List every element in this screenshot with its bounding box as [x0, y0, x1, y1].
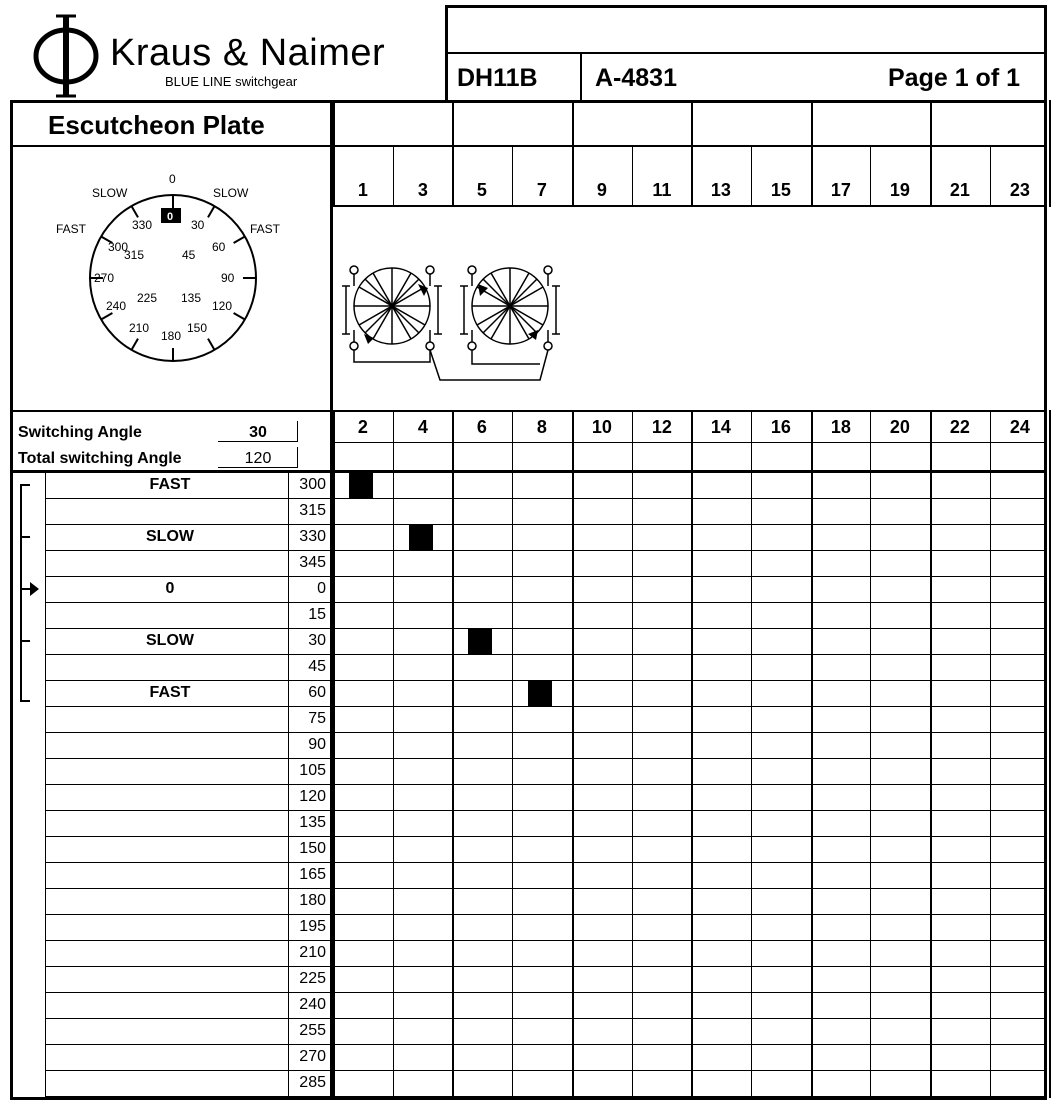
terminal-bottom-24: 24	[1009, 417, 1030, 437]
rule-line	[45, 498, 1046, 499]
rule-line	[45, 602, 1046, 603]
terminal-top-1: 1	[357, 180, 368, 200]
contact-closed-mark	[409, 525, 433, 550]
rule-line	[333, 442, 1046, 443]
angle-value: 300	[299, 476, 326, 493]
rule-line	[10, 100, 1046, 103]
angle-value: 75	[308, 710, 326, 727]
rule-line	[930, 472, 932, 1098]
angle-value: 285	[299, 1074, 326, 1091]
angle-value: 315	[299, 502, 326, 519]
rule-line	[45, 1018, 1046, 1019]
escutcheon-dial	[40, 168, 300, 378]
rule-line	[45, 862, 1046, 863]
rule-line	[580, 52, 582, 100]
terminal-top-17: 17	[830, 180, 851, 200]
rule-line	[45, 810, 1046, 811]
dial-slow-right: SLOW	[213, 186, 249, 200]
terminal-bottom-2: 2	[357, 417, 368, 437]
rule-line	[45, 706, 1046, 707]
rule-line	[45, 888, 1046, 889]
terminal-top-21: 21	[949, 180, 970, 200]
brand-name: Kraus & Naimer	[110, 32, 386, 74]
dial-selected-value: 0	[167, 211, 174, 223]
dial-angle: 30	[191, 218, 205, 232]
total-switching-angle-value: 120	[244, 450, 272, 467]
angle-value: 165	[299, 866, 326, 883]
phi-logo-icon	[28, 12, 106, 98]
rule-line	[45, 550, 1046, 551]
dial-angle: 120	[212, 299, 233, 313]
dial-angle-labels	[94, 218, 235, 343]
rule-line	[45, 524, 1046, 525]
dial-angle: 330	[132, 218, 153, 232]
rule-line	[45, 732, 1046, 733]
rule-line	[10, 100, 13, 1100]
rule-line	[870, 472, 871, 1098]
terminal-bottom-14: 14	[710, 417, 731, 437]
terminal-bottom-6: 6	[476, 417, 487, 437]
rule-line	[45, 472, 1046, 473]
rule-line	[45, 654, 1046, 655]
terminal-bottom-10: 10	[591, 417, 612, 437]
rule-line	[572, 100, 574, 147]
rule-line	[45, 1070, 1046, 1071]
angle-value: 15	[308, 606, 326, 623]
angle-value: 225	[299, 970, 326, 987]
position-label: 0	[165, 580, 175, 597]
rule-line	[20, 484, 30, 486]
angle-value: 45	[308, 658, 326, 675]
rule-line	[45, 992, 1046, 993]
switching-angle-label: Switching Angle	[18, 424, 142, 441]
angle-value: 345	[299, 554, 326, 571]
dial-angle: 225	[137, 291, 158, 305]
rule-line	[811, 100, 813, 147]
rule-line	[45, 576, 1046, 577]
rule-line	[1049, 472, 1051, 1098]
terminal-bottom-20: 20	[889, 417, 910, 437]
brand-tagline: BLUE LINE switchgear	[165, 74, 298, 89]
position-label: FAST	[149, 476, 191, 493]
dial-angle: 240	[106, 299, 127, 313]
rule-line	[45, 836, 1046, 837]
position-label: FAST	[149, 684, 191, 701]
rule-line	[20, 700, 30, 702]
rule-line	[333, 205, 1046, 207]
terminal-bottom-8: 8	[536, 417, 547, 437]
rule-line	[45, 784, 1046, 785]
rule-line	[45, 1044, 1046, 1045]
dial-slow-left: SLOW	[92, 186, 128, 200]
angle-value: 330	[299, 528, 326, 545]
terminal-top-7: 7	[536, 180, 547, 200]
rule-line	[45, 966, 1046, 967]
angle-value: 195	[299, 918, 326, 935]
dial-angle: 315	[124, 248, 145, 262]
rule-line	[512, 472, 513, 1098]
angle-value: 255	[299, 1022, 326, 1039]
terminal-top-3: 3	[417, 180, 428, 200]
rule-line	[45, 940, 1046, 941]
dial-angle: 150	[187, 321, 208, 335]
dial-angle: 180	[161, 329, 182, 343]
rule-line	[930, 100, 932, 147]
angle-value: 270	[299, 1048, 326, 1065]
terminal-bottom-4: 4	[417, 417, 428, 437]
dial-fast-right: FAST	[250, 222, 281, 236]
dial-angle: 60	[212, 240, 226, 254]
terminal-top-5: 5	[476, 180, 487, 200]
angle-value: 30	[308, 632, 326, 649]
rule-line	[288, 472, 289, 1098]
section-title: Escutcheon Plate	[48, 110, 265, 140]
page-indicator: Page 1 of 1	[888, 64, 1020, 92]
rule-line	[20, 640, 30, 642]
position-label: SLOW	[146, 632, 194, 649]
drawing-number: A-4831	[595, 64, 677, 92]
total-switching-angle-label: Total switching Angle	[18, 450, 182, 467]
angle-value: 0	[317, 580, 326, 597]
rule-line	[691, 472, 693, 1098]
angle-value: 90	[308, 736, 326, 753]
rule-line	[393, 472, 394, 1098]
rule-line	[333, 100, 335, 147]
rule-line	[45, 472, 46, 1098]
rule-line	[10, 410, 1046, 412]
terminal-bottom-22: 22	[949, 417, 970, 437]
rule-line	[691, 100, 693, 147]
terminal-bottom-12: 12	[651, 417, 672, 437]
rule-line	[452, 472, 454, 1098]
dial-angle: 90	[221, 271, 235, 285]
rule-line	[632, 472, 633, 1098]
rule-line	[990, 472, 991, 1098]
contact-closed-mark	[349, 473, 373, 498]
terminal-bottom-18: 18	[830, 417, 851, 437]
model-number: DH11B	[457, 64, 538, 92]
dial-angle: 45	[182, 248, 196, 262]
rule-line	[20, 484, 22, 700]
terminal-top-9: 9	[596, 180, 607, 200]
dial-angle: 210	[129, 321, 150, 335]
terminal-top-19: 19	[889, 180, 910, 200]
dial-angle: 300	[108, 240, 129, 254]
contact-closed-mark	[468, 629, 492, 654]
rule-line	[1049, 100, 1051, 147]
angle-value: 210	[299, 944, 326, 961]
contact-closed-mark	[528, 681, 552, 706]
terminal-top-15: 15	[770, 180, 791, 200]
angle-value: 120	[299, 788, 326, 805]
rule-line	[445, 5, 1046, 8]
angle-value: 60	[308, 684, 326, 701]
rule-line	[445, 52, 1046, 54]
rule-line	[452, 100, 454, 147]
switching-angle-value: 30	[249, 424, 267, 441]
rule-line	[1044, 5, 1047, 1100]
position-label: SLOW	[146, 528, 194, 545]
contact-diagram	[340, 258, 580, 388]
rule-line	[572, 472, 574, 1098]
terminal-top-11: 11	[652, 180, 672, 200]
position-arrow-icon	[30, 582, 39, 596]
angle-value: 240	[299, 996, 326, 1013]
angle-value: 105	[299, 762, 326, 779]
angle-value: 150	[299, 840, 326, 857]
rule-line	[45, 628, 1046, 629]
rule-line	[45, 914, 1046, 915]
dial-angle: 135	[181, 291, 202, 305]
dial-top-label: 0	[169, 172, 176, 186]
rule-line	[811, 472, 813, 1098]
rule-line	[20, 536, 30, 538]
terminal-top-13: 13	[710, 180, 731, 200]
dial-angle: 270	[94, 271, 115, 285]
dial-fast-left: FAST	[56, 222, 87, 236]
terminal-bottom-16: 16	[770, 417, 791, 437]
rule-line	[45, 758, 1046, 759]
rule-line	[751, 472, 752, 1098]
angle-value: 135	[299, 814, 326, 831]
logo-area	[20, 10, 440, 100]
angle-value: 180	[299, 892, 326, 909]
rule-line	[333, 472, 335, 1098]
rule-line	[10, 145, 1046, 147]
terminal-top-23: 23	[1009, 180, 1030, 200]
